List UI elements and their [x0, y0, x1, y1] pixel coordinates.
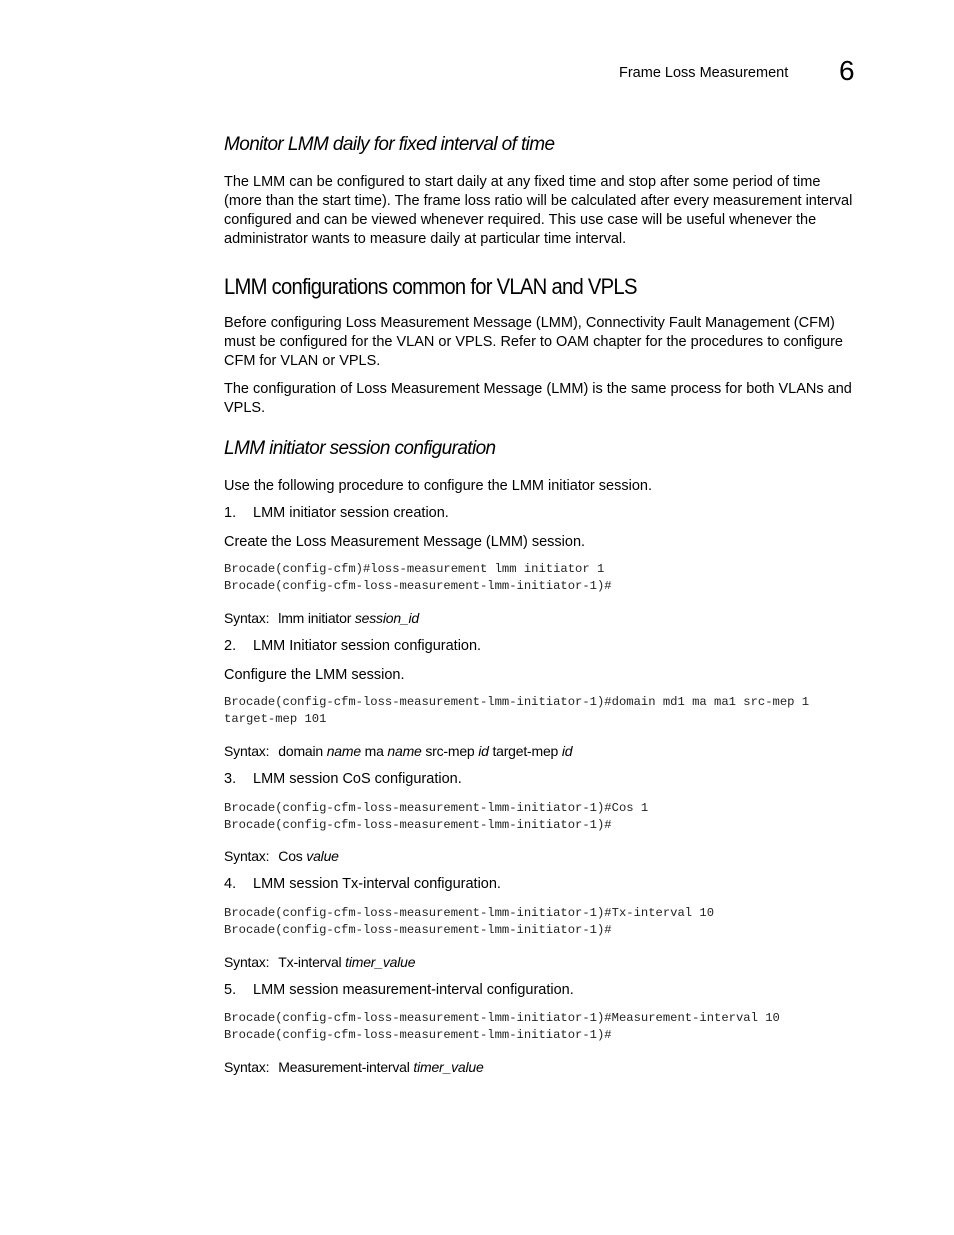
syntax-label: Syntax:: [224, 954, 270, 970]
code-line: target-mep 101: [224, 711, 327, 726]
code-block-step-2: [224, 694, 809, 727]
code-line: Brocade(config-cfm-loss-measurement-lmm-initiator-1)#: [224, 578, 612, 593]
syntax-keyword: ma: [364, 743, 384, 759]
step-1-description: Create the Loss Measurement Message (LMM) session.: [224, 534, 586, 550]
heading-lmm-initiator: LMM initiator session configuration: [224, 438, 496, 459]
syntax-variable: id: [478, 743, 489, 759]
text-line: (more than the start time). The frame loss ratio will be calculated after every measurement interval: [224, 193, 853, 209]
code-line: Brocade(config-cfm-loss-measurement-lmm-initiator-1)#Measurement-interval 10: [224, 1011, 780, 1025]
syntax-step-2: [224, 743, 572, 759]
syntax-step-5: [224, 1059, 484, 1075]
syntax-label: Syntax:: [224, 1059, 270, 1075]
step-2: [224, 638, 481, 654]
step-number: 1.: [224, 505, 237, 521]
paragraph-monitor-lmm: [224, 173, 869, 249]
syntax-variable: session_id: [354, 610, 420, 626]
text-line: administrator wants to measure daily at particular time interval.: [224, 231, 627, 247]
code-line: Brocade(config-cfm-loss-measurement-lmm-initiator-1)#Cos 1: [224, 801, 649, 815]
heading-monitor-lmm: Monitor LMM daily for fixed interval of time: [224, 134, 555, 155]
syntax-keyword: target-mep: [492, 743, 559, 759]
step-title: LMM session CoS configuration.: [253, 771, 462, 787]
text-line: The LMM can be configured to start daily at any fixed time and stop after some period of time: [224, 174, 821, 190]
code-line: Brocade(config-cfm)#loss-measurement lmm initiator 1: [224, 562, 605, 576]
step-1: [224, 505, 449, 521]
step-number: 5.: [224, 982, 237, 998]
paragraph-initiator-intro: Use the following procedure to configure the LMM initiator session.: [224, 478, 652, 494]
step-title: LMM session measurement-interval configuration.: [253, 982, 574, 998]
syntax-keyword: src-mep: [425, 743, 475, 759]
syntax-variable: timer_value: [345, 954, 416, 970]
heading-lmm-common: LMM configurations common for VLAN and VPLS: [224, 274, 637, 299]
text-line: The configuration of Loss Measurement Message (LMM) is the same process for both VLANs and: [224, 381, 852, 397]
step-title: LMM Initiator session configuration.: [253, 638, 482, 654]
syntax-keyword: lmm initiator: [278, 610, 352, 626]
step-title: LMM initiator session creation.: [253, 505, 449, 521]
text-line: VPLS.: [224, 400, 266, 416]
code-block-step-1: [224, 561, 612, 594]
code-block-step-5: [224, 1010, 780, 1043]
step-title: LMM session Tx-interval configuration.: [253, 876, 501, 892]
step-number: 2.: [224, 638, 237, 654]
syntax-variable: value: [306, 848, 339, 864]
text-line: CFM for VLAN or VPLS.: [224, 353, 381, 369]
header-section-title: Frame Loss Measurement: [619, 65, 789, 81]
text-line: must be configured for the VLAN or VPLS. Refer to OAM chapter for the procedures to configure: [224, 334, 843, 350]
syntax-label: Syntax:: [224, 743, 270, 759]
syntax-variable: name: [326, 743, 361, 759]
syntax-step-3: [224, 848, 339, 864]
step-4: [224, 876, 501, 892]
syntax-variable: id: [561, 743, 573, 759]
syntax-variable: name: [387, 743, 422, 759]
code-line: Brocade(config-cfm-loss-measurement-lmm-initiator-1)#Tx-interval 10: [224, 906, 715, 920]
code-line: Brocade(config-cfm-loss-measurement-lmm-initiator-1)#: [224, 1027, 612, 1042]
syntax-variable: timer_value: [413, 1059, 484, 1075]
step-number: 3.: [224, 771, 237, 787]
step-3: [224, 771, 462, 787]
paragraph-common-1: [224, 314, 869, 371]
syntax-step-1: [224, 610, 419, 626]
syntax-label: Syntax:: [224, 848, 270, 864]
chapter-number: 6: [839, 55, 855, 86]
step-2-description: Configure the LMM session.: [224, 667, 405, 683]
code-line: Brocade(config-cfm-loss-measurement-lmm-initiator-1)#: [224, 922, 612, 937]
syntax-keyword: domain: [278, 743, 324, 759]
syntax-keyword: Cos: [278, 848, 303, 864]
text-line: Before configuring Loss Measurement Message (LMM), Connectivity Fault Management (CFM): [224, 315, 835, 331]
step-5: [224, 982, 574, 998]
syntax-step-4: [224, 954, 415, 970]
step-number: 4.: [224, 876, 237, 892]
code-block-step-4: [224, 905, 714, 938]
syntax-keyword: Tx-interval: [278, 954, 342, 970]
code-block-step-3: [224, 800, 648, 833]
syntax-keyword: Measurement-interval: [278, 1059, 410, 1075]
paragraph-common-2: [224, 380, 869, 418]
code-line: Brocade(config-cfm-loss-measurement-lmm-initiator-1)#: [224, 817, 612, 832]
syntax-label: Syntax:: [224, 610, 270, 626]
text-line: configured and can be viewed whenever required. This use case will be useful whenever the: [224, 212, 817, 228]
code-line: Brocade(config-cfm-loss-measurement-lmm-initiator-1)#domain md1 ma ma1 src-mep 1: [224, 695, 810, 709]
